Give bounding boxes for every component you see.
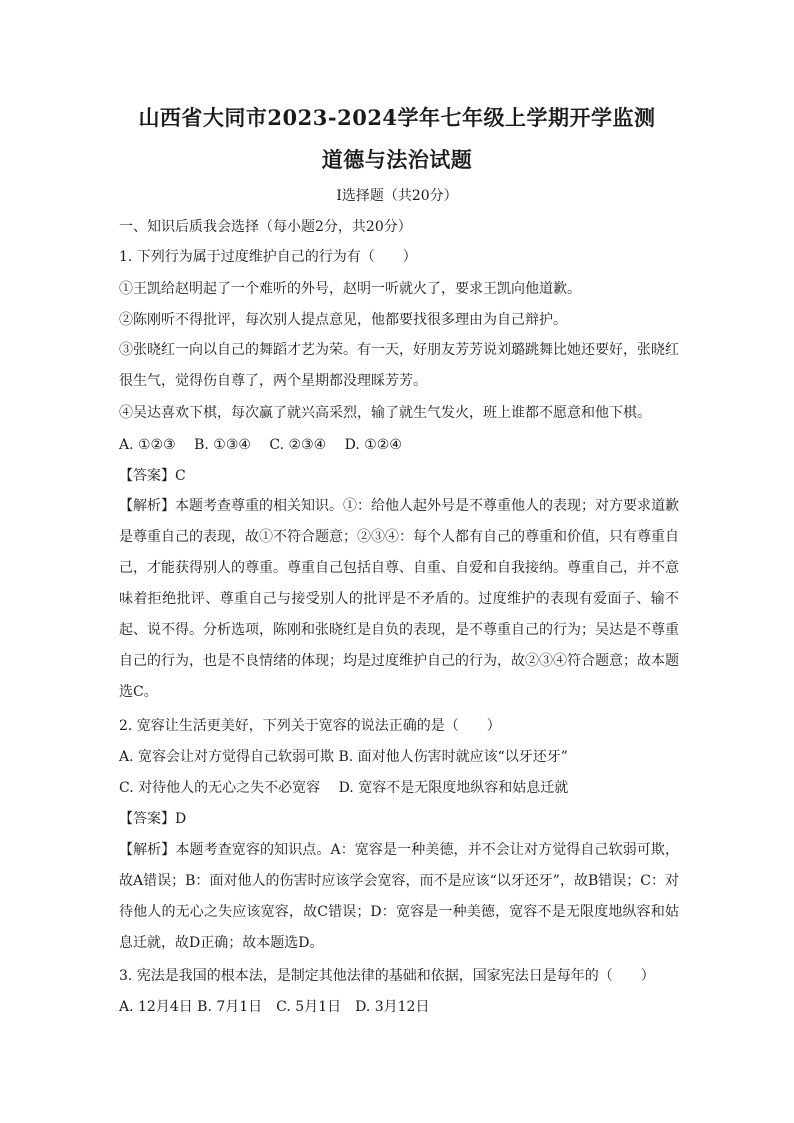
section-title: Ⅰ选择题（共20分） [336,188,458,204]
q1-statement-3: ③张晓红一向以自己的舞蹈才艺为荣。有一天，好朋友芳芳说刘璐跳舞比她还要好，张晓红很生气，觉得伤自尊了，两个星期都没理睬芳芳。 [119,342,679,389]
q3-stem: 3. 宪法是我国的根本法，是制定其他法律的基础和依据，国家宪法日是每年的（ ） [119,968,655,984]
q1-analysis: 【解析】本题考查尊重的相关知识。①：给他人起外号是不尊重他人的表现；对方要求道歉是尊重自己的表现，故①不符合题意；②③④：每个人都有自己的尊重和价值，只有尊重自己，才能获得别人的尊重。尊重自己包括自尊、自重、自爱和自我接纳。尊重自己，并不意味着拒绝批评、尊重自己与接受别人的批评是不矛盾的。过度维护的表现有爱面子、输不起、说不得。分析选项，陈刚和张晓红是自负的表现，是不尊重自己的行为；吴达是不尊重自己的行为，也是不良情绪的体现；均是过度维护自己的行为，故②③④符合题意；故本题选C。 [119,498,679,700]
q1-statement-2: ②陈刚听不得批评，每次别人提点意见，他都要找很多理由为自己辩护。 [119,312,567,328]
q1-statement-1: ①王凯给赵明起了一个难听的外号，赵明一听就火了，要求王凯向他道歉。 [119,281,581,297]
exam-title: 山西省大同市2023-2024学年七年级上学期开学监测 [138,105,656,130]
q2-stem: 2. 宽容让生活更美好，下列关于宽容的说法正确的是（ ） [119,718,501,734]
q1-statement-4: ④吴达喜欢下棋，每次赢了就兴高采烈，输了就生气发火，班上谁都不愿意和他下棋。 [119,405,651,421]
exam-subtitle: 道德与法治试题 [321,147,473,172]
q2-analysis: 【解析】本题考查宽容的知识点。A：宽容是一种美德，并不会让对方觉得自己软弱可欺，故A错误；B：面对他人的伤害时应该学会宽容，而不是应该“以牙还牙”，故B错误；C：对待他人的无心之失应该宽容，故C错误；D：宽容是一种美德，宽容不是无限度地纵容和姑息迁就，故D正确；故本题选D。 [119,842,679,951]
q1-answer: 【答案】C [119,468,186,484]
q2-options-cd: C. 对待他人的无心之失不必宽容 D. 宽容不是无限度地纵容和姑息迁就 [119,780,569,796]
q1-stem: 1. 下列行为属于过度维护自己的行为有（ ） [119,249,417,265]
q2-answer: 【答案】D [119,811,187,827]
q2-options-ab: A. 宽容会让对方觉得自己软弱可欺 B. 面对他人伤害时就应该“以牙还牙” [119,749,568,765]
part-heading: 一、知识后质我会选择（每小题2分，共20分） [119,219,412,235]
q1-options: A. ①②③ B. ①③④ C. ②③④ D. ①②④ [119,437,402,453]
q3-options: A. 12月4日 B. 7月1日 C. 5月1日 D. 3月12日 [119,999,430,1015]
